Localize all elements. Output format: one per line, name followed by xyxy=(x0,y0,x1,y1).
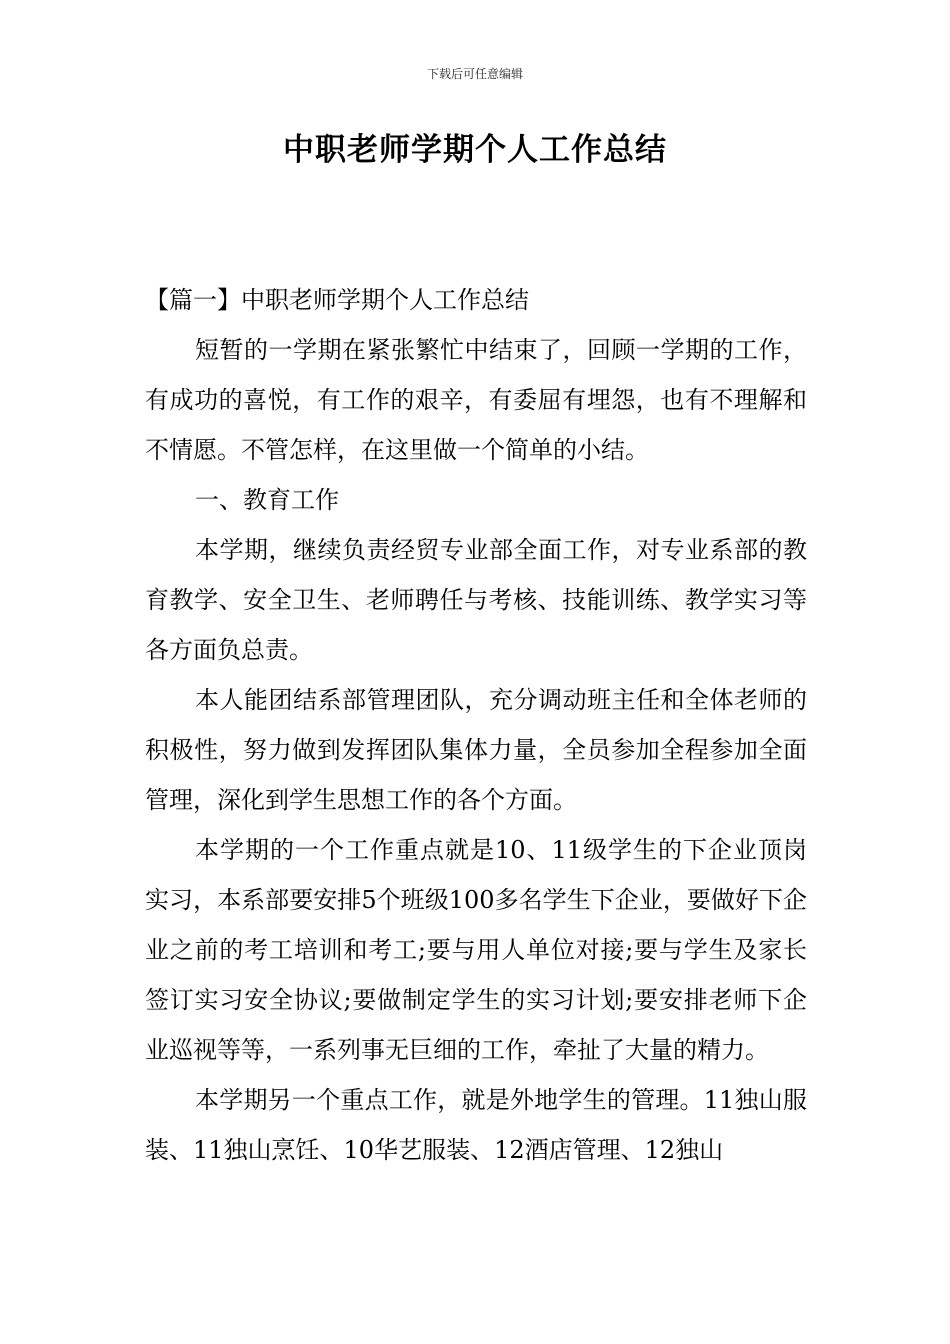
header-note: 下载后可任意编辑 xyxy=(426,67,523,81)
paragraph-subheading: 一、教育工作 xyxy=(195,486,339,514)
paragraph: 短暂的一学期在紧张繁忙中结束了，回顾一学期的工作，有成功的喜悦，有工作的艰辛，有委屈有埋怨，也有不理解和不情愿。不管怎样，在这里做一个简单的小结。 xyxy=(145,336,807,464)
paragraph: 本学期，继续负责经贸专业部全面工作，对专业系部的教育教学、安全卫生、老师聘任与考核、技能训练、教学实习等各方面负总责。 xyxy=(145,536,807,664)
document-title: 中职老师学期个人工作总结 xyxy=(283,132,667,168)
paragraph: 本学期另一个重点工作，就是外地学生的管理。11独山服装、11独山烹饪、10华艺服装、12酒店管理、12独山 xyxy=(145,1086,807,1164)
section-heading: 【篇一】中职老师学期个人工作总结 xyxy=(145,286,529,314)
document-body xyxy=(145,275,807,1175)
paragraph: 本人能团结系部管理团队，充分调动班主任和全体老师的积极性，努力做到发挥团队集体力量，全员参加全程参加全面管理，深化到学生思想工作的各个方面。 xyxy=(145,686,807,814)
paragraph: 本学期的一个工作重点就是10、11级学生的下企业顶岗实习，本系部要安排5个班级100多名学生下企业，要做好下企业之前的考工培训和考工;要与用人单位对接;要与学生及家长签订实习安全协议;要做制定学生的实习计划;要安排老师下企业巡视等等，一系列事无巨细的工作，牵扯了大量的精力。 xyxy=(145,836,807,1064)
